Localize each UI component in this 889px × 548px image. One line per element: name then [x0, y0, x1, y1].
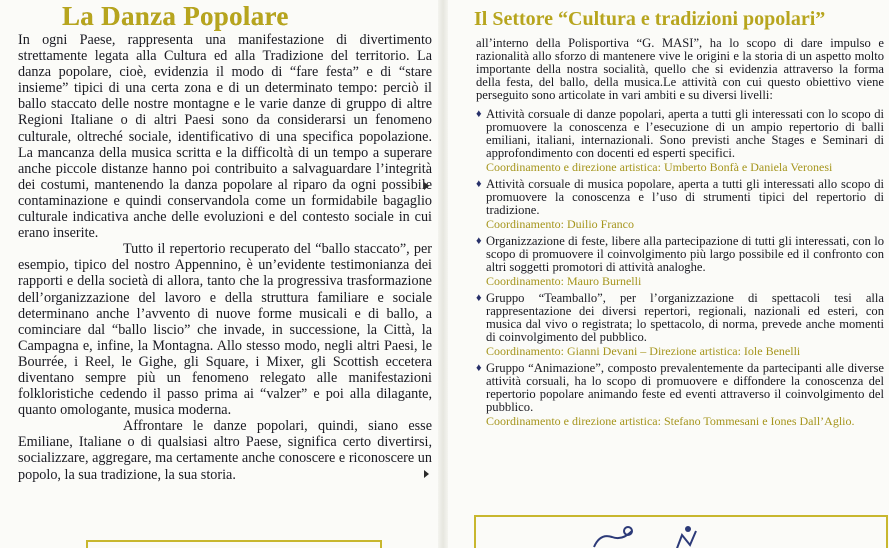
activity-description: Attività corsuale di danze popolari, aperta a tutti gli interessati con lo scopo di promuovere la conoscenza e l’esecuzione di un ampio repertorio di balli emiliani, italiani, internazionali. Sono previsti anche Stages e Seminari di approfondimento con docenti ed esperti specifici.: [486, 107, 884, 160]
margin-arrow-marker: [424, 182, 429, 190]
left-paragraph-2: Tutto il repertorio recuperato del “ballo staccato”, per esempio, tipico del nostro Appennino, è un’evidente testimonianza dei rapporti e della società di allora, tanto che la progressiva trasformazione dell’organizzazione del lavoro e della struttura familiare e sociale determinano anche l’avvento di nuove forme musicali e di ballo, a cominciare dal “ballo liscio” che invade, in successione, la Città, la Campagna e, infine, la Montagna. Allo stesso modo, negli altri Paesi, le Bourrée, i Reel, le Gighe, gli Square, i Mixer, gli Scottish eccetera diventano sempre più un fenomeno relegato alle manifestazioni folkloristiche cedendo il passo prima ai “valzer” e poi alla dilagante, quanto omologante, musica moderna.: [18, 241, 432, 419]
activity-description: Organizzazione di feste, libere alla partecipazione di tutti gli interessati, con lo scopo di promuovere il coinvolgimento più largo possibile ed il confronto con altri soggetti promotori di attività analoghe.: [486, 234, 884, 274]
left-paragraph-3: Affrontare le danze popolari, quindi, siano esse Emiliane, Italiane o di qualsiasi altro Paese, significa certo divertirsi, socializzare, aggregare, ma certamente anche conoscere e riconoscere un popolo, la sua tradizione, la sua storia.: [18, 418, 432, 483]
bullet-icon: ♦: [476, 235, 482, 247]
activity-coordination: Coordinamento: Gianni Devani – Direzione artistica: Iole Benelli: [486, 344, 801, 358]
bullet-icon: ♦: [476, 178, 482, 190]
right-page-title: Il Settore “Cultura e tradizioni popolari”: [474, 8, 826, 30]
activity-coordination: Coordinamento e direzione artistica: Stefano Tommesani e Iones Dall’Aglio.: [486, 414, 855, 428]
left-image-frame: [86, 540, 382, 548]
activity-item: [476, 178, 884, 231]
activity-coordination: Coordinamento: Mauro Burnelli: [486, 274, 642, 288]
activity-coordination: Coordinamento: Duilio Franco: [486, 217, 634, 231]
right-intro-paragraph: all’interno della Polisportiva “G. MASI”, ha lo scopo di dare impulso e razionalità allo sforzo di mantenere vive le origini e la storia di un aspetto molto importante della nostra socialità, quello che si evidenzia attraverso la forma della festa, del ballo, della musica.Le attività con cui questo obiettivo viene perseguito sono articolate in vari ambiti e su diversi livelli:: [476, 36, 884, 102]
margin-arrow-marker: [424, 470, 429, 478]
activity-item: [476, 362, 884, 428]
activity-item: [476, 108, 884, 174]
activity-description: Attività corsuale di musica popolare, aperta a tutti gli interessati allo scopo di promuovere la conoscenza e l’uso di strumenti tipici del repertorio di tradizione.: [486, 177, 884, 217]
right-image-frame: [474, 515, 888, 548]
left-page-title: La Danza Popolare: [62, 1, 289, 31]
left-paragraph-1: In ogni Paese, rappresenta una manifestazione di divertimento strettamente legata alla Cultura ed alla Tradizione del territorio. La danza popolare, cioè, evidenzia il modo di “fare festa” e di “stare insieme” tipici di una certa zona e di un determinato tempo: perciò il ballo staccato delle nostre montagne e le varie danze di gruppo di altre Regioni Italiane o di altri Paesi sono da considerarsi un fenomeno culturale, oltreché sociale, identificativo di una specifica popolazione. La mancanza della musica scritta e la difficoltà di un tempo a superare anche piccole distanze hanno poi contribuito a salvaguardare l’integrità dei costumi, mantenendo la danza popolare al riparo da ogni possibile contaminazione e quindi conservandola come un formidabile bagaglio culturale indicativa anche delle evoluzioni e del contesto sociale in cui erano inserite.: [18, 32, 432, 242]
activity-item: [476, 292, 884, 358]
dancers-illustration: [476, 517, 886, 548]
activity-coordination: Coordinamento e direzione artistica: Umberto Bonfà e Daniela Veronesi: [486, 160, 833, 174]
left-body-text: [18, 32, 432, 483]
right-body-text: [476, 37, 884, 432]
right-page: [446, 0, 889, 548]
bullet-icon: ♦: [476, 362, 482, 374]
bullet-icon: ♦: [476, 292, 482, 304]
activity-item: [476, 235, 884, 288]
activity-description: Gruppo “Teamballo”, per l’organizzazione di spettacoli tesi alla rappresentazione dei diversi repertori, regionali, nazionali ed esteri, con musica dal vivo o registrata; lo spettacolo, di norma, prevede anche momenti di coinvolgimento del pubblico.: [486, 291, 884, 344]
bullet-icon: ♦: [476, 108, 482, 120]
left-page: [0, 0, 440, 548]
activity-description: Gruppo “Animazione”, composto prevalentemente da partecipanti alle diverse attività corsuali, ha lo scopo di promuovere e diffondere la conoscenza del repertorio popolare animando feste ed eventi attraverso il coinvolgimento del pubblico.: [486, 361, 884, 414]
